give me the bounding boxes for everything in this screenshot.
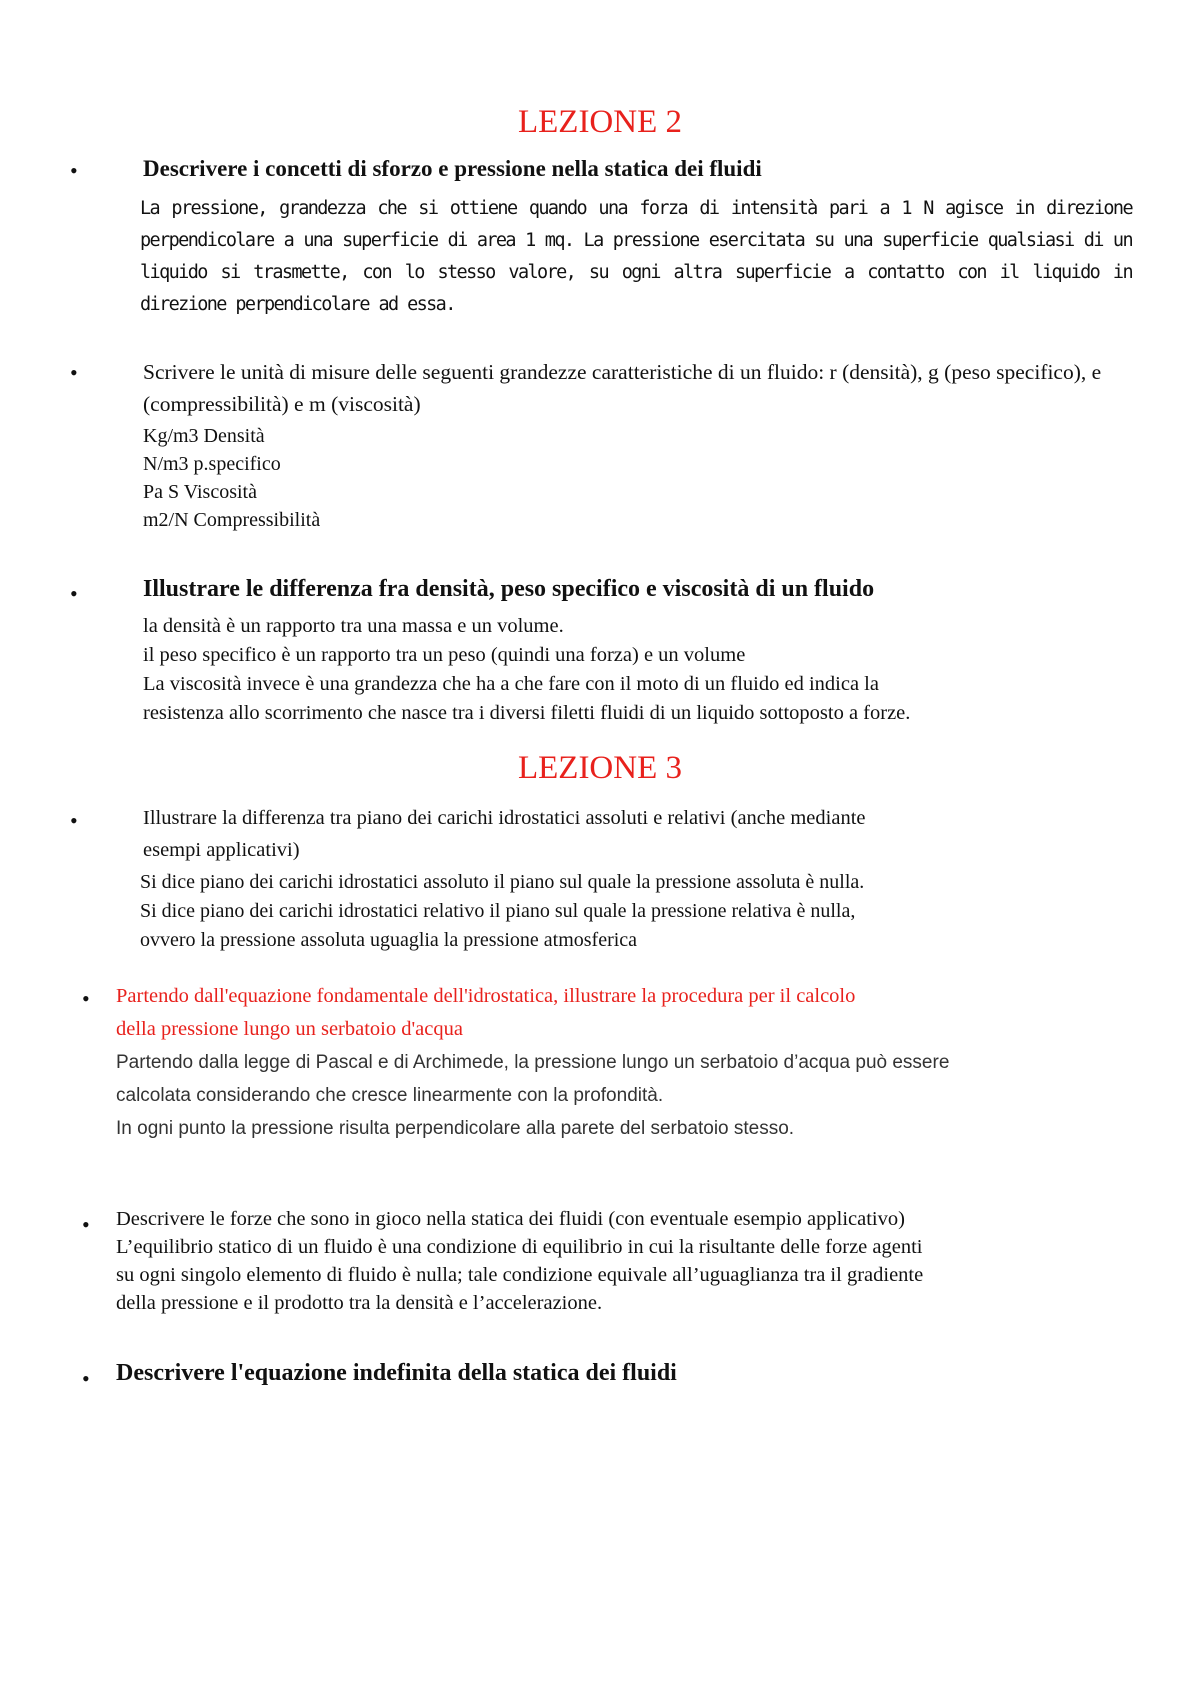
- unit-viscosita: Pa S Viscosità: [143, 481, 257, 503]
- unit-densita: Kg/m3 Densità: [143, 425, 265, 447]
- answer-densita-peso-viscosita: [143, 612, 910, 728]
- answer-line: resistenza allo scorrimento che nasce tra i diversi filetti fluidi di un liquido sottoposto a forze.: [143, 702, 911, 724]
- unit-compressibilita: m2/N Compressibilità: [143, 509, 321, 531]
- answer-line: L’equilibrio statico di un fluido è una condizione di equilibrio in cui la risultante delle forze agenti: [116, 1236, 923, 1258]
- answer-line: il peso specifico è un rapporto tra un peso (quindi una forza) e un volume: [143, 644, 746, 666]
- bullet-icon: •: [70, 360, 78, 385]
- question-densita-peso-viscosita: Illustrare le differenza fra densità, peso specifico e viscosità di un fluido: [143, 576, 875, 602]
- question-equazione-indefinita: Descrivere l'equazione indefinita della statica dei fluidi: [116, 1360, 677, 1386]
- answer-line: della pressione e il prodotto tra la densità e l’accelerazione.: [116, 1292, 603, 1314]
- question-line: esempi applicativi): [143, 839, 300, 861]
- answer-sforzo-pressione: La pressione, grandezza che si ottiene quando una forza di intensità pari a 1 N agisce in direzione perpendicolare a una superficie di area 1 mq. La pressione esercitata su una superficie qualsiasi di un liquido si trasmette, con lo stesso valore, su ogni altra superficie a contatto con il liquido in direzione perpendicolare ad essa.: [140, 198, 1132, 315]
- bullet-icon: •: [82, 1366, 90, 1391]
- unit-peso-specifico: N/m3 p.specifico: [143, 453, 281, 475]
- answer-line: su ogni singolo elemento di fluido è nulla; tale condizione equivale all’uguaglianza tra il gradiente: [116, 1264, 924, 1286]
- bullet-icon: •: [82, 986, 90, 1011]
- answer-line: Si dice piano dei carichi idrostatici assoluto il piano sul quale la pressione assoluta è nulla.: [140, 871, 865, 893]
- bullet-icon: •: [70, 808, 78, 833]
- answer-line: ovvero la pressione assoluta uguaglia la pressione atmosferica: [140, 929, 638, 951]
- question-forze-statica: Descrivere le forze che sono in gioco nella statica dei fluidi (con eventuale esempio applicativo): [116, 1208, 905, 1230]
- answer-line: Si dice piano dei carichi idrostatici relativo il piano sul quale la pressione relativa è nulla,: [140, 900, 856, 922]
- answer-forze-statica: [116, 1233, 923, 1317]
- answer-unita-misura: [143, 422, 320, 534]
- answer-line: calcolata considerando che cresce linearmente con la profondità.: [116, 1085, 664, 1106]
- bullet-icon: •: [70, 581, 78, 606]
- lezione-2-heading: LEZIONE 2: [517, 104, 683, 140]
- question-piano-carichi: [143, 802, 866, 866]
- answer-piano-carichi: [140, 868, 864, 955]
- answer-line: In ogni punto la pressione risulta perpendicolare alla parete del serbatoio stesso.: [116, 1118, 795, 1139]
- question-line: della pressione lungo un serbatoio d'acqua: [116, 1018, 463, 1040]
- answer-line: Partendo dalla legge di Pascal e di Archimede, la pressione lungo un serbatoio d’acqua può essere: [116, 1052, 950, 1073]
- question-line: Partendo dall'equazione fondamentale dell'idrostatica, illustrare la procedura per il calcolo: [116, 985, 856, 1007]
- answer-line: La viscosità invece è una grandezza che ha a che fare con il moto di un fluido ed indica la: [143, 673, 879, 695]
- question-unita-misura: Scrivere le unità di misure delle seguenti grandezze caratteristiche di un fluido: r (densità), g (peso specifico), e (compressibilità) e m (viscosità): [143, 360, 1102, 416]
- question-calcolo-pressione-serbatoio: [116, 980, 855, 1046]
- bullet-icon: •: [82, 1212, 90, 1237]
- answer-calcolo-pressione-serbatoio: [116, 1046, 949, 1145]
- question-line: Illustrare la differenza tra piano dei carichi idrostatici assoluti e relativi (anche mediante: [143, 807, 866, 829]
- bullet-icon: •: [70, 158, 78, 183]
- lezione-3-heading: LEZIONE 3: [517, 750, 683, 786]
- question-sforzo-pressione: Descrivere i concetti di sforzo e pressione nella statica dei fluidi: [143, 156, 762, 181]
- answer-line: la densità è un rapporto tra una massa e un volume.: [143, 615, 564, 637]
